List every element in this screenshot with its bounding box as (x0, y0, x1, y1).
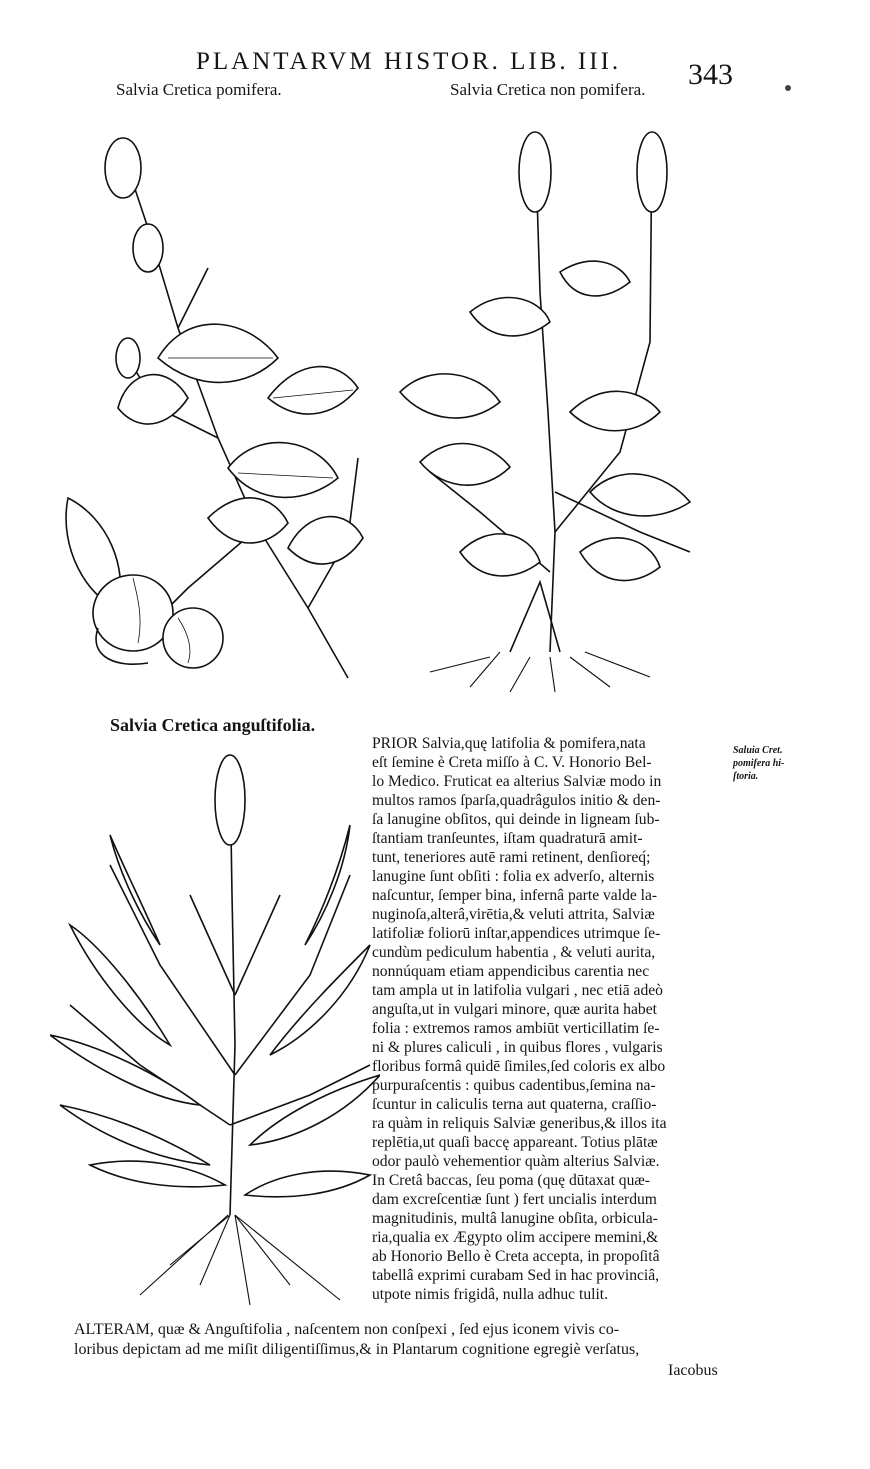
body-line: In Cretâ baccas, ſeu poma (quę dūtaxat quæ- (372, 1172, 650, 1189)
catchword: Iacobus (668, 1362, 718, 1379)
body-line: purpuraſcentis : quibus cadentibus,ſemina na- (372, 1077, 656, 1094)
body-line: cundùm pediculum habentia , & veluti aurita, (372, 944, 656, 961)
body-line: ria,qualia ex Ægypto olim accipere memini,& (372, 1229, 659, 1246)
body-line: folia : extremos ramos ambiūt verticillatim ſe- (372, 1020, 660, 1037)
body-line: naſcuntur, ſemper bina, infernâ parte valde la- (372, 887, 658, 904)
body-line: multos ramos ſparſa,quadrâgulos initio & den- (372, 792, 661, 809)
full-width-line: loribus depictam ad me miſit diligentiſſimus,& in Plantarum cognitione egregiè verſatus, (74, 1341, 640, 1358)
body-line: lo Medico. Fruticat ea alterius Salviæ modo in (372, 773, 662, 790)
caption-salvia-pomifera: Salvia Cretica pomifera. (116, 80, 282, 99)
body-line: ſtantiam tranſeuntes, iſtam quadraturā amit- (372, 830, 643, 847)
page-number: 343 (688, 58, 733, 91)
body-line: anguſta,ut in vulgari minore, quæ aurita habet (372, 1001, 657, 1018)
body-line: floribus formâ quidē ſimiles,ſed coloris ex albo (372, 1058, 666, 1075)
body-line: tam ampla ut in latifolia vulgari , nec etiā adeò (372, 982, 663, 999)
running-head: PLANTARVM HISTOR. LIB. III. (196, 48, 622, 75)
woodcut-salvia-pomifera (58, 108, 370, 693)
body-line: odor paulò vehementior quàm alterius Salviæ. (372, 1153, 660, 1170)
body-line: nonnúquam etiam appendicibus carentia nec (372, 963, 650, 980)
caption-salvia-non-pomifera: Salvia Cretica non pomifera. (450, 80, 646, 99)
body-line: latifoliæ foliorū inſtar,appendices utrimque ſe- (372, 925, 661, 942)
body-line: ſa lanugine obſitos, qui deinde in ligneam ſub- (372, 811, 660, 828)
full-width-line: ALTERAM, quæ & Anguſtifolia , naſcentem non conſpexi , ſed ejus iconem vivis co- (74, 1321, 620, 1338)
body-line: ni & plures caliculi , in quibus flores , vulgaris (372, 1039, 663, 1056)
body-line: eſt ſemine è Creta miſſo à C. V. Honorio Bel- (372, 754, 652, 771)
margin-note-line: ſtoria. (733, 771, 759, 782)
caption-salvia-angustifolia: Salvia Cretica anguſtifolia. (110, 715, 316, 735)
body-line: ra quàm in reliquis Salviæ generibus,& illos ita (372, 1115, 667, 1132)
body-line: ab Honorio Bello è Creta accepta, in propoſitâ (372, 1248, 660, 1265)
ink-speck (785, 85, 791, 91)
body-line: ſcuntur in caliculis terna aut quaterna, craſſio- (372, 1096, 657, 1113)
body-line: dam excreſcentiæ ſunt ) fert uncialis interdum (372, 1191, 657, 1208)
body-line: replētia,ut quaſi baccę appareant. Totius plātæ (372, 1134, 658, 1151)
body-line: utpote nimis frigidâ, nulla adhuc tulit. (372, 1286, 609, 1303)
body-line: magnitudinis, multâ lanugine obſita, orbicula- (372, 1210, 658, 1227)
full-width-text (74, 1320, 734, 1360)
margin-note-line: Saluia Cret. (733, 745, 783, 756)
body-line: PRIOR Salvia,quę latifolia & pomifera,nata (372, 735, 646, 752)
body-line: tabellâ exprimi curabam Sed in hac provinciâ, (372, 1267, 660, 1284)
margin-note-line: pomifera hi- (733, 758, 785, 769)
body-text-column (372, 734, 730, 1304)
body-line: lanugine ſunt obſiti : folia ex adverſo, alternis (372, 868, 655, 885)
body-line: tunt, teneriores autē rami retinent, denſioreq́; (372, 849, 651, 866)
body-line: nuginoſa,alterâ,virētia,& veluti attrita, Salviæ (372, 906, 655, 923)
woodcut-salvia-angustifolia (50, 745, 380, 1315)
margin-note (733, 744, 784, 783)
woodcut-salvia-non-pomifera (390, 112, 715, 697)
